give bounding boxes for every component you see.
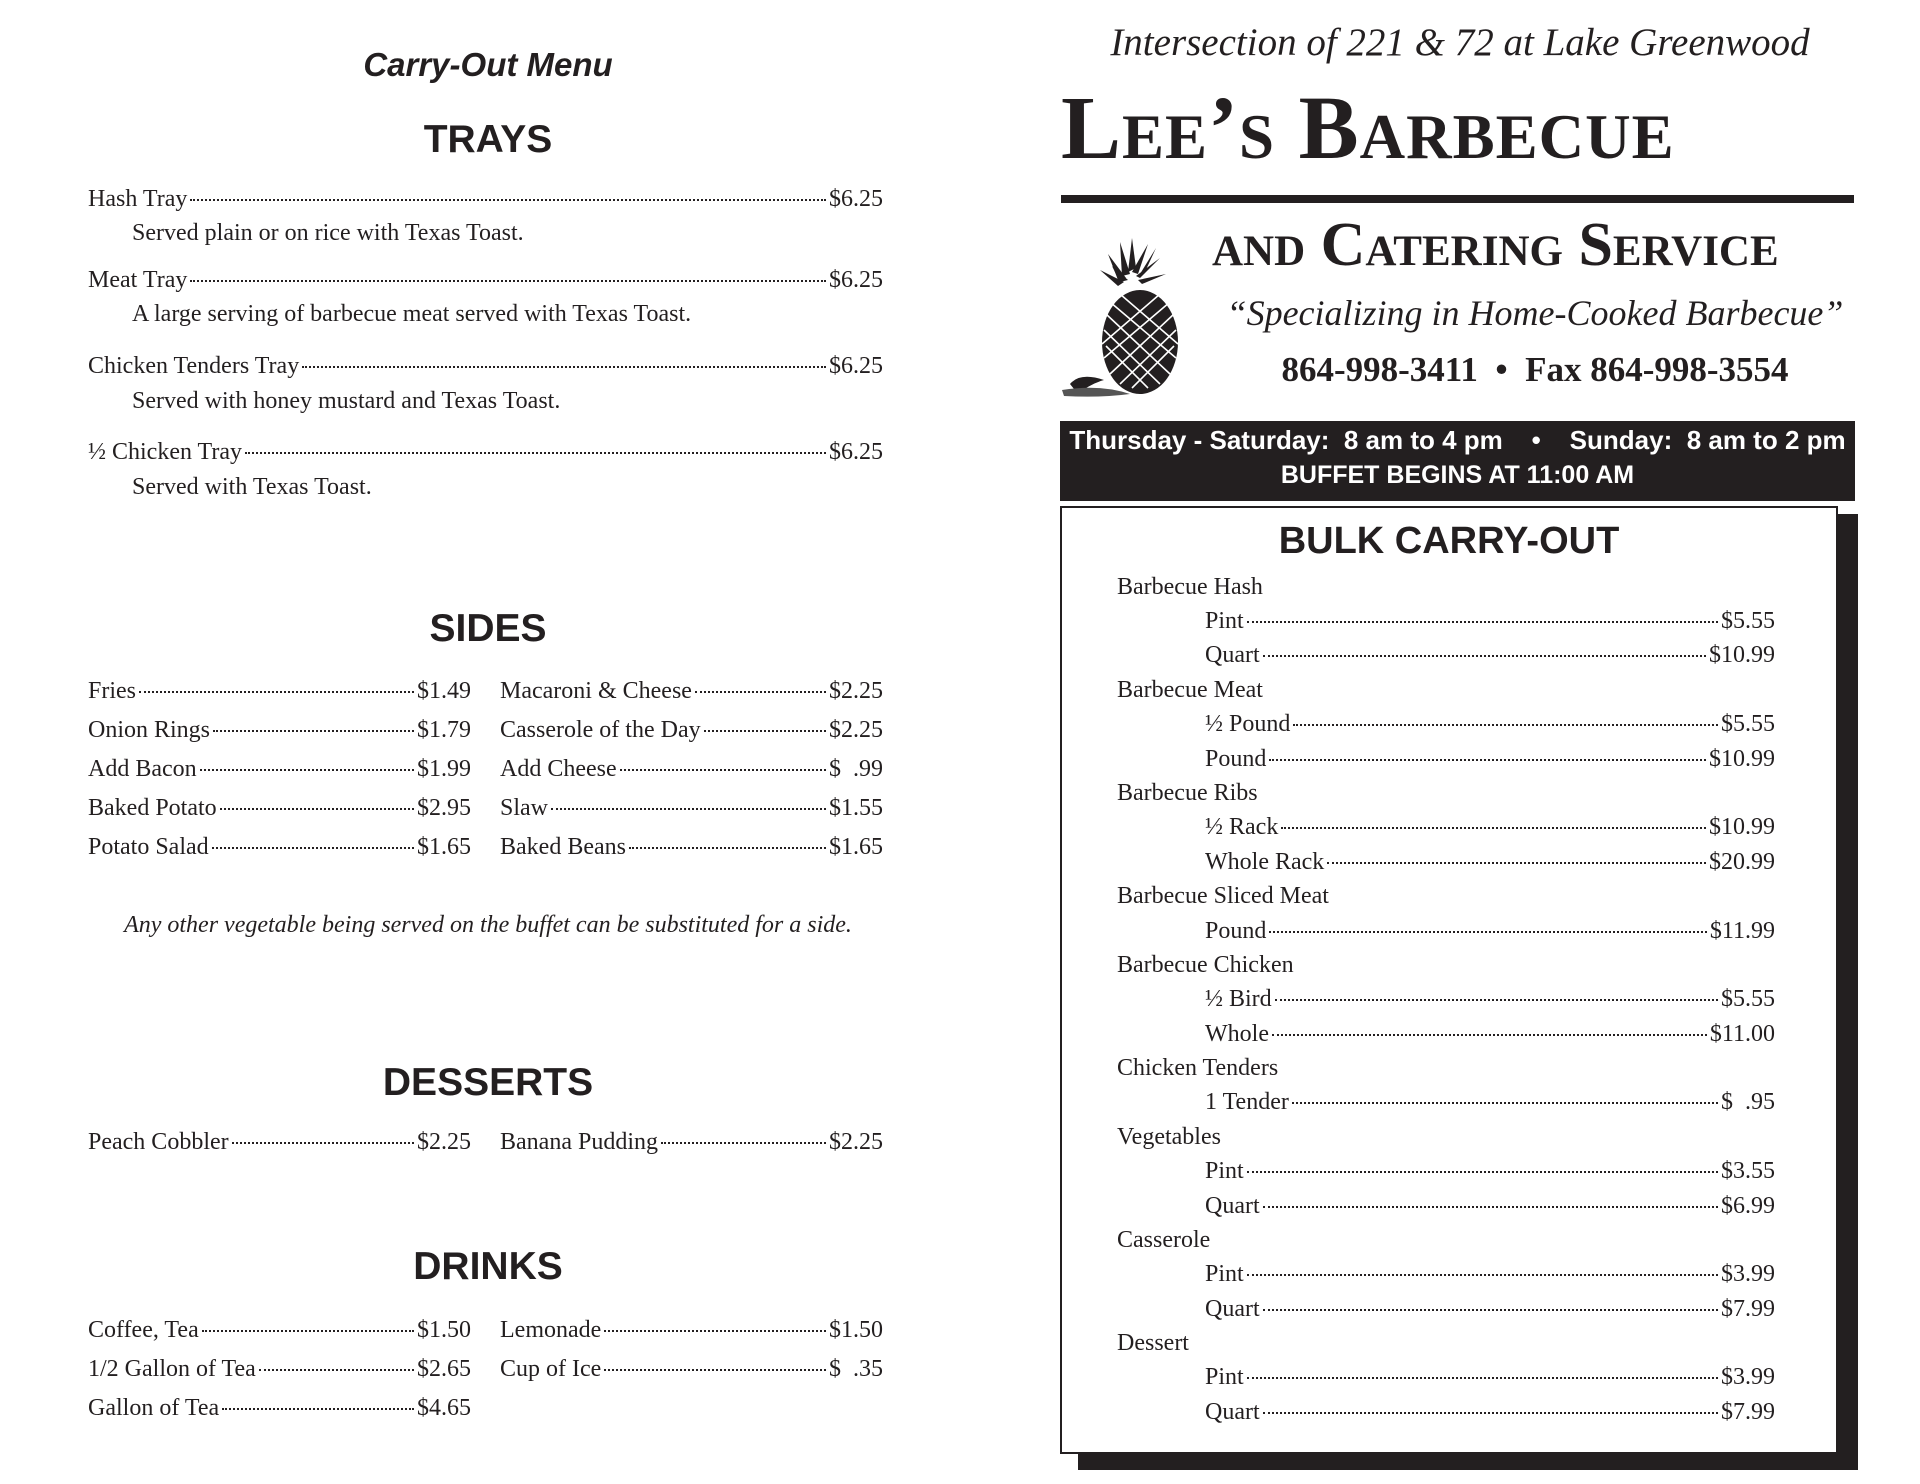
item-price: $3.55 (1721, 1158, 1775, 1184)
item-name: Hash Tray (88, 186, 188, 212)
item-description: Served with Texas Toast. (132, 474, 372, 500)
item-price: $2.25 (417, 1129, 471, 1155)
item-name: ½ Pound (1205, 711, 1291, 737)
menu-title: Carry-Out Menu (363, 46, 613, 83)
item-price: $3.99 (1721, 1364, 1775, 1390)
bulk-category: Dessert (1117, 1330, 1189, 1356)
item-price: $2.25 (829, 1129, 883, 1155)
menu-item (88, 1356, 471, 1383)
menu-item (88, 267, 883, 294)
item-name: Pound (1205, 918, 1267, 944)
item-name: ½ Bird (1205, 986, 1272, 1012)
item-name: Whole Rack (1205, 849, 1325, 875)
menu-item (500, 1356, 883, 1383)
bulk-item (1205, 814, 1775, 841)
location-line: Intersection of 221 & 72 at Lake Greenwood (1110, 21, 1810, 64)
bulk-item (1205, 1089, 1775, 1116)
item-name: Meat Tray (88, 267, 188, 293)
menu-item (500, 834, 883, 861)
item-price: $5.55 (1721, 608, 1775, 634)
item-price: $ .95 (1721, 1089, 1775, 1115)
item-price: $10.99 (1709, 746, 1775, 772)
item-price: $1.65 (417, 834, 471, 860)
item-price: $6.25 (829, 267, 883, 293)
menu-item (88, 1395, 471, 1422)
item-price: $5.55 (1721, 986, 1775, 1012)
item-price: $11.00 (1709, 1021, 1775, 1047)
item-name: Gallon of Tea (88, 1395, 220, 1421)
item-price: $1.99 (417, 756, 471, 782)
item-name: Add Cheese (500, 756, 617, 782)
item-price: $10.99 (1709, 814, 1775, 840)
item-name: ½ Rack (1205, 814, 1279, 840)
menu-item (88, 717, 471, 744)
item-name: Baked Beans (500, 834, 626, 860)
item-price: $ .35 (829, 1356, 883, 1382)
carry-out-menu-panel (88, 0, 888, 1484)
item-price: $7.99 (1721, 1399, 1775, 1425)
item-name: Cup of Ice (500, 1356, 602, 1382)
bulk-item (1205, 711, 1775, 738)
item-name: Pint (1205, 1261, 1244, 1287)
item-price: $2.25 (829, 678, 883, 704)
buffet-line: BUFFET BEGINS AT 11:00 AM (1280, 461, 1635, 489)
bulk-category: Barbecue Hash (1117, 574, 1263, 600)
menu-item (88, 756, 471, 783)
brand-divider (1061, 195, 1854, 203)
item-price: $1.55 (829, 795, 883, 821)
brand-name: Lee’s Barbecue (1061, 79, 1675, 178)
bulk-item (1205, 642, 1775, 669)
item-price: $ .99 (829, 756, 883, 782)
bulk-item (1205, 1364, 1775, 1391)
item-price: $2.95 (417, 795, 471, 821)
item-price: $6.25 (829, 186, 883, 212)
tagline: “Specializing in Home-Cooked Barbecue” (1226, 293, 1844, 333)
item-name: ½ Chicken Tray (88, 439, 243, 465)
item-price: $1.50 (417, 1317, 471, 1343)
item-price: $1.49 (417, 678, 471, 704)
sides-note: Any other vegetable being served on the buffet can be substituted for a side. (124, 912, 852, 938)
item-price: $20.99 (1709, 849, 1775, 875)
item-name: Slaw (500, 795, 548, 821)
item-price: $11.99 (1709, 918, 1775, 944)
item-name: Quart (1205, 1399, 1260, 1425)
item-price: $6.25 (829, 353, 883, 379)
item-name: Peach Cobbler (88, 1129, 229, 1155)
restaurant-info-panel (1060, 0, 1860, 1484)
item-name: Add Bacon (88, 756, 197, 782)
item-description: Served with honey mustard and Texas Toast. (132, 388, 561, 414)
bulk-item (1205, 918, 1775, 945)
item-name: Whole (1205, 1021, 1269, 1047)
menu-item (500, 756, 883, 783)
bulk-category: Barbecue Ribs (1117, 780, 1258, 806)
item-name: Potato Salad (88, 834, 209, 860)
item-name: Lemonade (500, 1317, 602, 1343)
bulk-item (1205, 1021, 1775, 1048)
hours-line: Thursday - Saturday: 8 am to 4 pm • Sunday: 8 am to 2 pm (1069, 425, 1846, 455)
bulk-item (1205, 849, 1775, 876)
menu-item (88, 1129, 471, 1156)
bulk-item (1205, 1158, 1775, 1185)
menu-item (500, 795, 883, 822)
catering-subtitle: and Catering Service (1212, 211, 1779, 279)
bulk-item (1205, 1296, 1775, 1323)
item-price: $7.99 (1721, 1296, 1775, 1322)
bulk-carry-out-box (1060, 506, 1838, 1454)
item-name: Baked Potato (88, 795, 217, 821)
item-price: $5.55 (1721, 711, 1775, 737)
item-name: Onion Rings (88, 717, 211, 743)
menu-item (88, 834, 471, 861)
menu-item (88, 678, 471, 705)
menu-item (88, 439, 883, 466)
item-price: $1.79 (417, 717, 471, 743)
bulk-item (1205, 1193, 1775, 1220)
bulk-category: Barbecue Sliced Meat (1117, 883, 1329, 909)
item-name: Pint (1205, 608, 1244, 634)
item-name: Coffee, Tea (88, 1317, 199, 1343)
hours-banner (1060, 421, 1855, 501)
bulk-category: Barbecue Meat (1117, 677, 1263, 703)
item-price: $2.65 (417, 1356, 471, 1382)
menu-item (500, 1317, 883, 1344)
bulk-category: Vegetables (1117, 1124, 1221, 1150)
item-price: $4.65 (417, 1395, 471, 1421)
item-name: Pound (1205, 746, 1267, 772)
item-name: Banana Pudding (500, 1129, 658, 1155)
bulk-heading: BULK CARRY-OUT (1278, 520, 1620, 562)
item-name: Quart (1205, 642, 1260, 668)
item-name: Macaroni & Cheese (500, 678, 692, 704)
item-description: A large serving of barbecue meat served with Texas Toast. (132, 301, 692, 327)
item-name: 1 Tender (1205, 1089, 1289, 1115)
item-name: Pint (1205, 1364, 1244, 1390)
item-name: Casserole of the Day (500, 717, 701, 743)
item-price: $10.99 (1709, 642, 1775, 668)
item-price: $3.99 (1721, 1261, 1775, 1287)
item-price: $6.99 (1721, 1193, 1775, 1219)
item-name: Pint (1205, 1158, 1244, 1184)
sides-heading: SIDES (429, 607, 547, 650)
bulk-category: Casserole (1117, 1227, 1211, 1253)
bulk-category: Barbecue Chicken (1117, 952, 1294, 978)
menu-item (88, 1317, 471, 1344)
item-price: $2.25 (829, 717, 883, 743)
desserts-heading: DESSERTS (382, 1061, 594, 1104)
menu-item (500, 1129, 883, 1156)
item-price: $1.65 (829, 834, 883, 860)
drinks-heading: DRINKS (413, 1245, 563, 1288)
bulk-item (1205, 608, 1775, 635)
bulk-category: Chicken Tenders (1117, 1055, 1279, 1081)
bulk-item (1205, 1399, 1775, 1426)
bulk-item (1205, 986, 1775, 1013)
item-name: 1/2 Gallon of Tea (88, 1356, 256, 1382)
item-price: $1.50 (829, 1317, 883, 1343)
menu-item (500, 678, 883, 705)
item-name: Quart (1205, 1296, 1260, 1322)
item-name: Fries (88, 678, 136, 704)
item-name: Quart (1205, 1193, 1260, 1219)
trays-heading: TRAYS (423, 118, 553, 161)
menu-item (500, 717, 883, 744)
item-price: $6.25 (829, 439, 883, 465)
pineapple-icon (1060, 234, 1190, 399)
menu-item (88, 353, 883, 380)
phone-numbers: 864-998-3411 • Fax 864-998-3554 (1281, 350, 1789, 389)
item-name: Chicken Tenders Tray (88, 353, 300, 379)
menu-item (88, 795, 471, 822)
menu-item (88, 186, 883, 213)
item-description: Served plain or on rice with Texas Toast. (132, 220, 524, 246)
bulk-item (1205, 746, 1775, 773)
bulk-item (1205, 1261, 1775, 1288)
